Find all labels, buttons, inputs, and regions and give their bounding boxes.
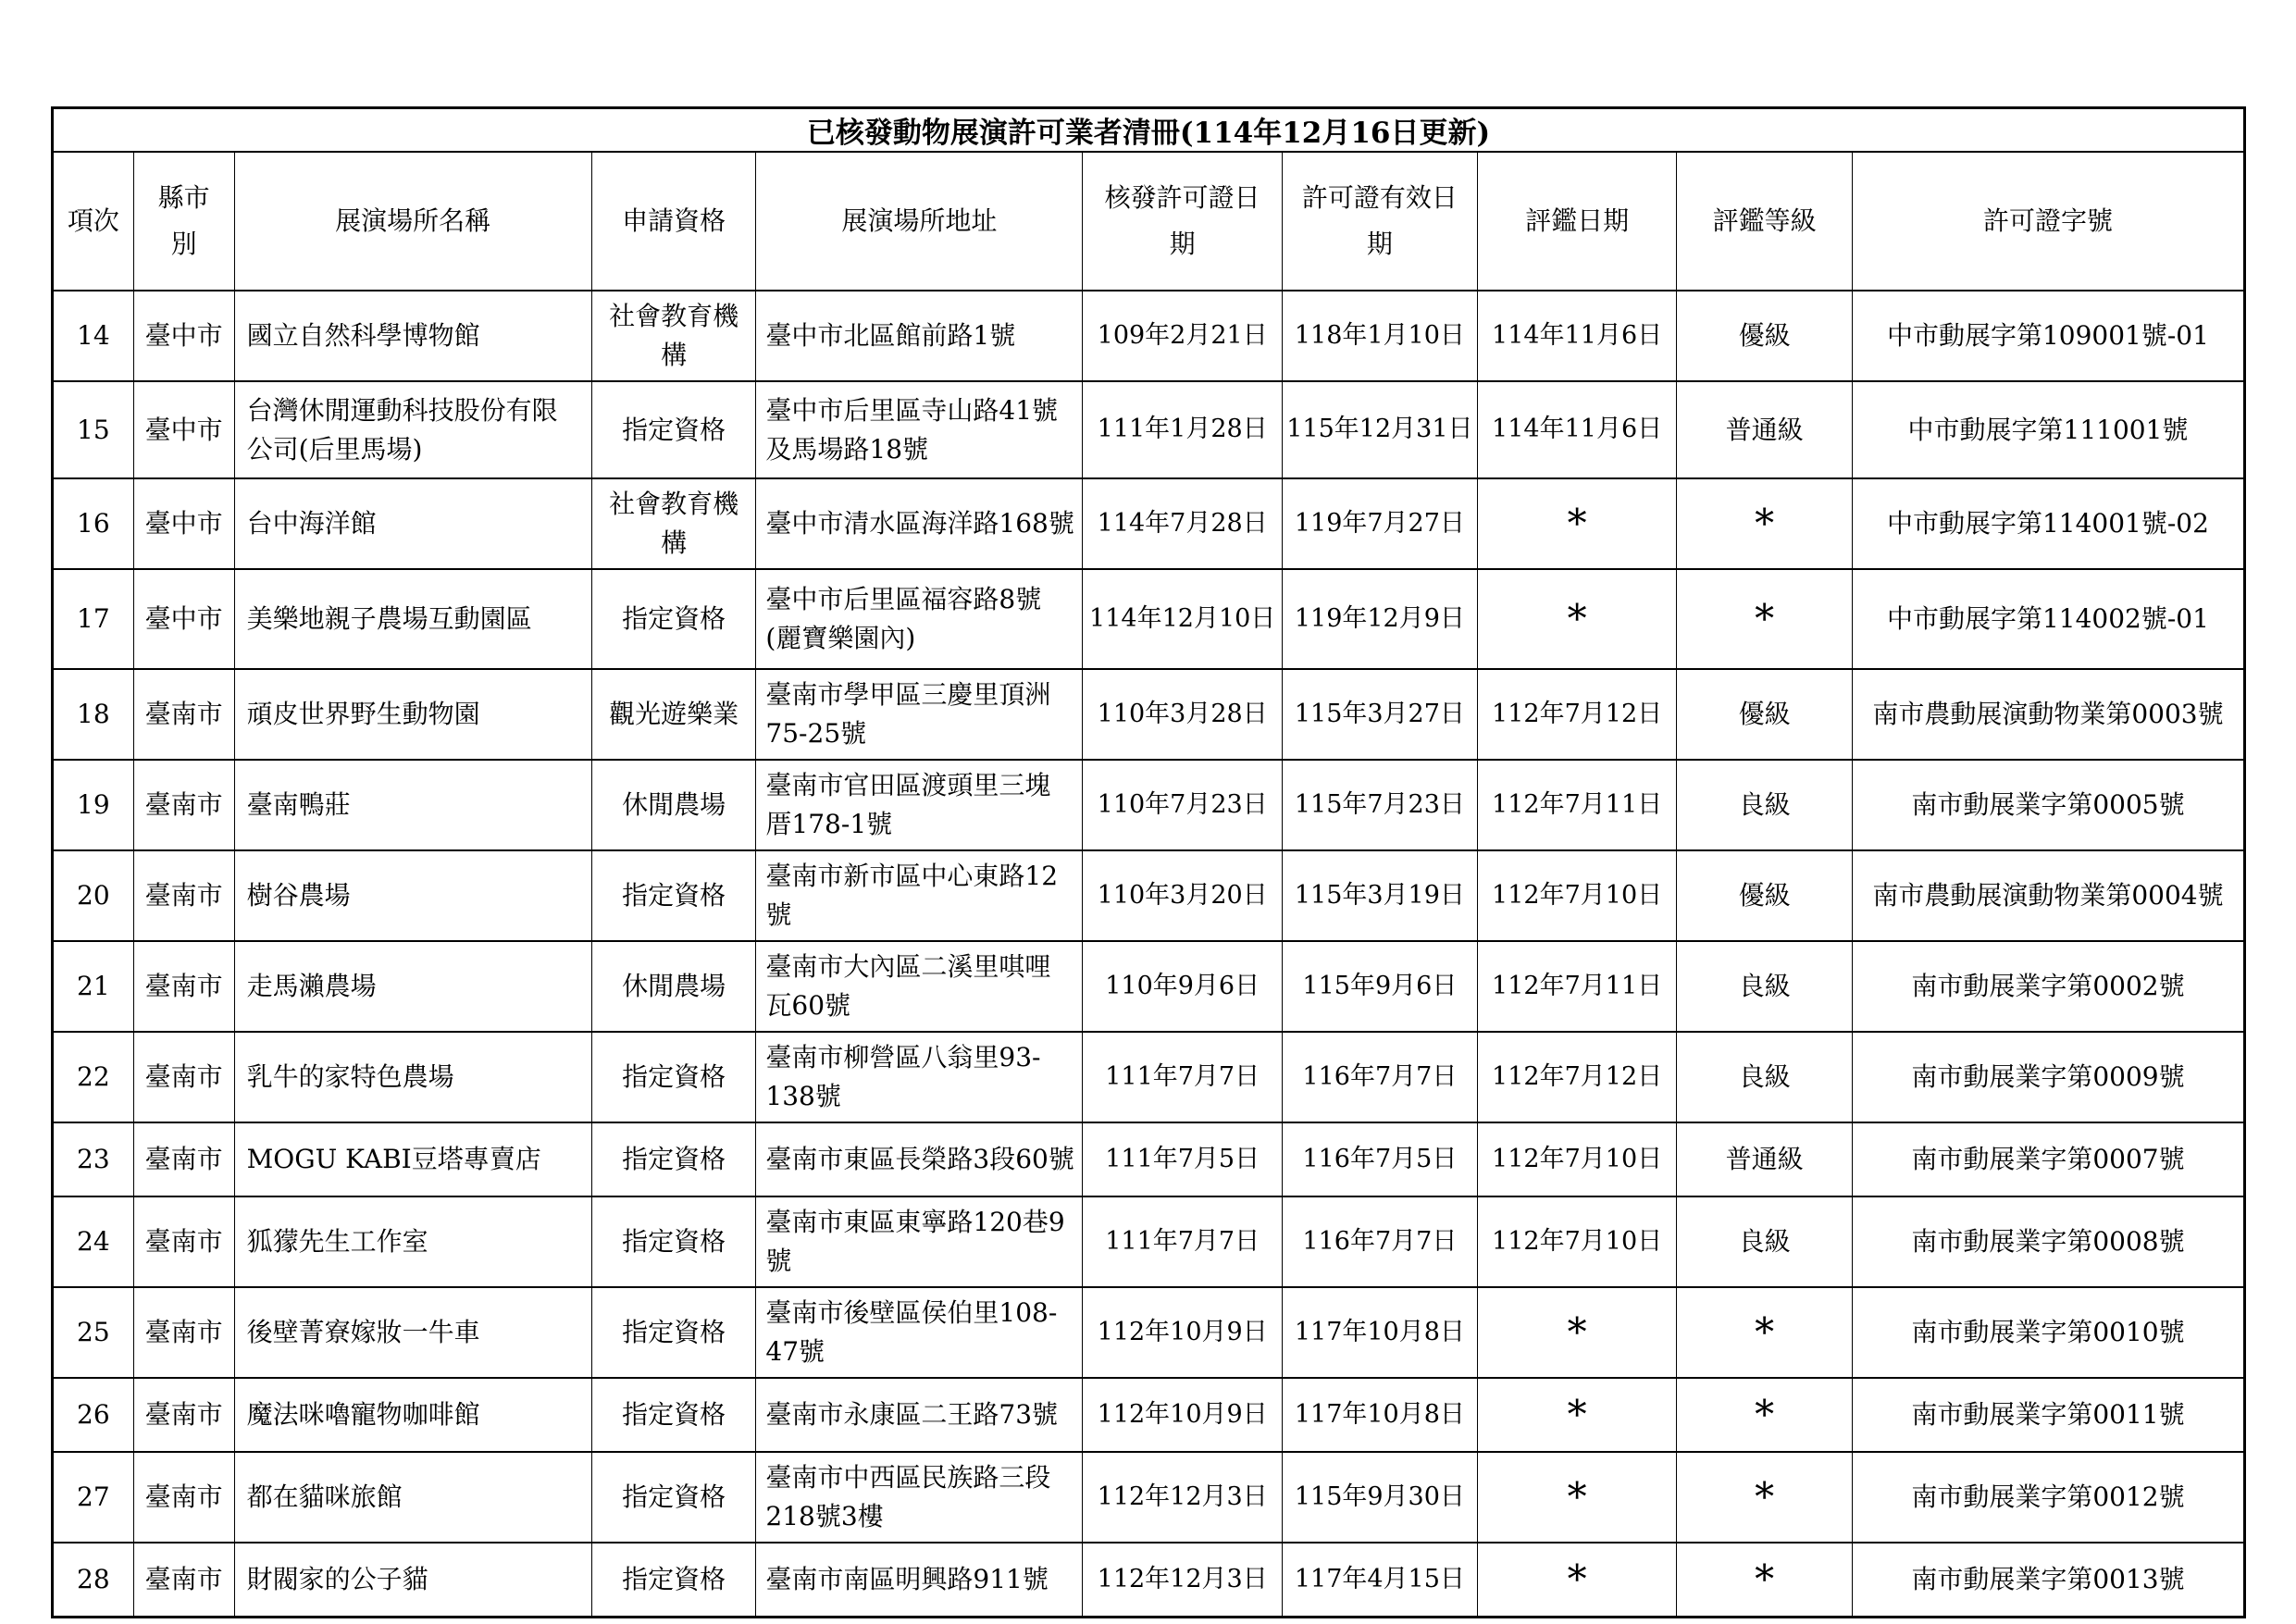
cell-county: 臺南市 [133,1196,234,1287]
cell-eval-date: * [1477,1543,1677,1617]
cell-qualification: 指定資格 [591,1452,756,1543]
header-row [53,152,2245,291]
cell-eval-grade: * [1677,1287,1853,1378]
cell-venue-name: 台灣休閒運動科技股份有限公司(后里馬場) [234,381,591,478]
cell-eval-date: * [1477,1287,1677,1378]
cell-venue-address: 臺南市學甲區三慶里頂洲75-25號 [756,669,1083,760]
table-row [53,569,2245,669]
table-row [53,850,2245,941]
cell-issue-date: 112年10月9日 [1083,1378,1283,1452]
cell-eval-grade: 普通級 [1677,381,1853,478]
cell-venue-name: 魔法咪嚕寵物咖啡館 [234,1378,591,1452]
cell-venue-address: 臺中市北區館前路1號 [756,291,1083,381]
cell-eval-date: * [1477,478,1677,569]
cell-venue-name: 頑皮世界野生動物園 [234,669,591,760]
cell-qualification: 指定資格 [591,569,756,669]
table-row [53,1032,2245,1122]
cell-venue-name: 後壁菁寮嫁妝一牛車 [234,1287,591,1378]
table-row [53,381,2245,478]
cell-venue-name: 美樂地親子農場互動園區 [234,569,591,669]
cell-eval-grade: 良級 [1677,941,1853,1032]
cell-eval-date: * [1477,569,1677,669]
cell-venue-address: 臺南市東區東寧路120巷9號 [756,1196,1083,1287]
cell-item-no: 18 [53,669,134,760]
cell-eval-grade: 優級 [1677,850,1853,941]
cell-license-no: 南市農動展演動物業第0003號 [1852,669,2244,760]
column-header-license-no: 許可證字號 [1852,152,2244,291]
column-header-item-no: 項次 [53,152,134,291]
cell-item-no: 15 [53,381,134,478]
cell-eval-grade: * [1677,569,1853,669]
cell-item-no: 22 [53,1032,134,1122]
cell-eval-date: 114年11月6日 [1477,381,1677,478]
cell-venue-address: 臺南市柳營區八翁里93-138號 [756,1032,1083,1122]
cell-license-no: 南市動展業字第0011號 [1852,1378,2244,1452]
cell-item-no: 23 [53,1122,134,1196]
cell-eval-date: 112年7月11日 [1477,760,1677,850]
cell-eval-date: 112年7月12日 [1477,669,1677,760]
cell-venue-name: 走馬瀨農場 [234,941,591,1032]
cell-issue-date: 110年9月6日 [1083,941,1283,1032]
cell-venue-address: 臺南市新市區中心東路12號 [756,850,1083,941]
cell-eval-grade: * [1677,478,1853,569]
cell-issue-date: 110年7月23日 [1083,760,1283,850]
cell-license-no: 南市動展業字第0002號 [1852,941,2244,1032]
cell-venue-name: MOGU KABI豆塔專賣店 [234,1122,591,1196]
cell-item-no: 16 [53,478,134,569]
cell-county: 臺中市 [133,291,234,381]
cell-valid-date: 119年7月27日 [1282,478,1477,569]
cell-venue-name: 財閥家的公子貓 [234,1543,591,1617]
cell-eval-grade: * [1677,1543,1853,1617]
column-header-issue-date: 核發許可證日期 [1083,152,1283,291]
cell-valid-date: 115年3月19日 [1282,850,1477,941]
cell-valid-date: 116年7月7日 [1282,1032,1477,1122]
cell-valid-date: 119年12月9日 [1282,569,1477,669]
cell-valid-date: 117年4月15日 [1282,1543,1477,1617]
cell-issue-date: 111年1月28日 [1083,381,1283,478]
cell-issue-date: 109年2月21日 [1083,291,1283,381]
cell-eval-date: 112年7月10日 [1477,1196,1677,1287]
cell-county: 臺南市 [133,1543,234,1617]
cell-eval-grade: * [1677,1378,1853,1452]
table-row [53,1452,2245,1543]
table-title: 已核發動物展演許可業者清冊(114年12月16日更新) [53,108,2245,153]
cell-license-no: 南市動展業字第0012號 [1852,1452,2244,1543]
cell-item-no: 25 [53,1287,134,1378]
cell-item-no: 27 [53,1452,134,1543]
cell-county: 臺南市 [133,669,234,760]
table-row [53,1378,2245,1452]
cell-issue-date: 112年10月9日 [1083,1287,1283,1378]
cell-county: 臺南市 [133,1287,234,1378]
cell-venue-address: 臺南市後壁區侯伯里108-47號 [756,1287,1083,1378]
cell-qualification: 指定資格 [591,1287,756,1378]
cell-county: 臺中市 [133,478,234,569]
cell-valid-date: 117年10月8日 [1282,1378,1477,1452]
cell-issue-date: 110年3月28日 [1083,669,1283,760]
cell-eval-grade: 普通級 [1677,1122,1853,1196]
permit-table [51,106,2246,1618]
cell-eval-grade: 良級 [1677,1196,1853,1287]
cell-venue-name: 台中海洋館 [234,478,591,569]
cell-item-no: 28 [53,1543,134,1617]
cell-venue-name: 都在貓咪旅館 [234,1452,591,1543]
cell-county: 臺南市 [133,1122,234,1196]
cell-issue-date: 114年12月10日 [1083,569,1283,669]
cell-venue-address: 臺中市后里區寺山路41號及馬場路18號 [756,381,1083,478]
cell-county: 臺南市 [133,1378,234,1452]
column-header-county: 縣市別 [133,152,234,291]
cell-venue-address: 臺南市南區明興路911號 [756,1543,1083,1617]
column-header-qualification: 申請資格 [591,152,756,291]
cell-qualification: 指定資格 [591,1122,756,1196]
cell-issue-date: 111年7月5日 [1083,1122,1283,1196]
cell-valid-date: 118年1月10日 [1282,291,1477,381]
cell-valid-date: 117年10月8日 [1282,1287,1477,1378]
cell-qualification: 休閒農場 [591,941,756,1032]
cell-qualification: 觀光遊樂業 [591,669,756,760]
cell-county: 臺南市 [133,1452,234,1543]
cell-license-no: 南市農動展演動物業第0004號 [1852,850,2244,941]
cell-qualification: 指定資格 [591,381,756,478]
cell-county: 臺中市 [133,569,234,669]
cell-item-no: 21 [53,941,134,1032]
column-header-eval-date: 評鑑日期 [1477,152,1677,291]
cell-issue-date: 114年7月28日 [1083,478,1283,569]
column-header-venue-name: 展演場所名稱 [234,152,591,291]
cell-issue-date: 112年12月3日 [1083,1452,1283,1543]
cell-eval-grade: 優級 [1677,291,1853,381]
cell-qualification: 指定資格 [591,1196,756,1287]
cell-eval-date: 112年7月12日 [1477,1032,1677,1122]
cell-venue-address: 臺南市東區長榮路3段60號 [756,1122,1083,1196]
cell-issue-date: 111年7月7日 [1083,1196,1283,1287]
column-header-venue-address: 展演場所地址 [756,152,1083,291]
column-header-eval-grade: 評鑑等級 [1677,152,1853,291]
cell-venue-address: 臺南市中西區民族路三段218號3樓 [756,1452,1083,1543]
cell-item-no: 20 [53,850,134,941]
cell-county: 臺南市 [133,850,234,941]
cell-eval-date: 112年7月10日 [1477,1122,1677,1196]
cell-item-no: 26 [53,1378,134,1452]
cell-valid-date: 115年9月30日 [1282,1452,1477,1543]
table-row [53,760,2245,850]
cell-venue-address: 臺南市官田區渡頭里三塊厝178-1號 [756,760,1083,850]
cell-venue-name: 狐獴先生工作室 [234,1196,591,1287]
cell-county: 臺中市 [133,381,234,478]
table-row [53,478,2245,569]
cell-qualification: 指定資格 [591,1543,756,1617]
cell-venue-name: 乳牛的家特色農場 [234,1032,591,1122]
cell-valid-date: 115年12月31日 [1282,381,1477,478]
cell-valid-date: 115年3月27日 [1282,669,1477,760]
cell-license-no: 南市動展業字第0010號 [1852,1287,2244,1378]
cell-eval-grade: 良級 [1677,1032,1853,1122]
cell-item-no: 24 [53,1196,134,1287]
table-row [53,1287,2245,1378]
table-row [53,291,2245,381]
cell-eval-grade: 優級 [1677,669,1853,760]
cell-license-no: 南市動展業字第0009號 [1852,1032,2244,1122]
cell-venue-address: 臺中市后里區福容路8號(麗寶樂園內) [756,569,1083,669]
cell-eval-grade: 良級 [1677,760,1853,850]
cell-license-no: 中市動展字第114001號-02 [1852,478,2244,569]
cell-license-no: 南市動展業字第0007號 [1852,1122,2244,1196]
cell-eval-date: * [1477,1378,1677,1452]
cell-eval-date: * [1477,1452,1677,1543]
cell-license-no: 中市動展字第114002號-01 [1852,569,2244,669]
table-row [53,1543,2245,1617]
column-header-valid-date: 許可證有效日期 [1282,152,1477,291]
cell-qualification: 休閒農場 [591,760,756,850]
cell-qualification: 指定資格 [591,1378,756,1452]
cell-license-no: 南市動展業字第0013號 [1852,1543,2244,1617]
cell-item-no: 19 [53,760,134,850]
cell-eval-date: 112年7月11日 [1477,941,1677,1032]
cell-issue-date: 112年12月3日 [1083,1543,1283,1617]
cell-license-no: 中市動展字第109001號-01 [1852,291,2244,381]
cell-venue-name: 國立自然科學博物館 [234,291,591,381]
cell-venue-name: 臺南鴨莊 [234,760,591,850]
cell-issue-date: 111年7月7日 [1083,1032,1283,1122]
cell-license-no: 中市動展字第111001號 [1852,381,2244,478]
table-row [53,941,2245,1032]
cell-issue-date: 110年3月20日 [1083,850,1283,941]
cell-qualification: 社會教育機構 [591,291,756,381]
table-body [53,291,2245,1617]
cell-eval-date: 112年7月10日 [1477,850,1677,941]
cell-county: 臺南市 [133,1032,234,1122]
cell-qualification: 社會教育機構 [591,478,756,569]
cell-license-no: 南市動展業字第0008號 [1852,1196,2244,1287]
cell-venue-address: 臺南市永康區二王路73號 [756,1378,1083,1452]
cell-qualification: 指定資格 [591,1032,756,1122]
cell-county: 臺南市 [133,760,234,850]
cell-item-no: 14 [53,291,134,381]
table-row [53,1122,2245,1196]
cell-valid-date: 116年7月5日 [1282,1122,1477,1196]
table-row [53,1196,2245,1287]
cell-eval-grade: * [1677,1452,1853,1543]
cell-item-no: 17 [53,569,134,669]
cell-qualification: 指定資格 [591,850,756,941]
cell-venue-address: 臺南市大內區二溪里唭哩瓦60號 [756,941,1083,1032]
cell-valid-date: 115年7月23日 [1282,760,1477,850]
cell-venue-name: 樹谷農場 [234,850,591,941]
cell-valid-date: 115年9月6日 [1282,941,1477,1032]
table-row [53,669,2245,760]
cell-valid-date: 116年7月7日 [1282,1196,1477,1287]
cell-venue-address: 臺中市清水區海洋路168號 [756,478,1083,569]
cell-license-no: 南市動展業字第0005號 [1852,760,2244,850]
cell-county: 臺南市 [133,941,234,1032]
cell-eval-date: 114年11月6日 [1477,291,1677,381]
title-row [53,108,2245,153]
